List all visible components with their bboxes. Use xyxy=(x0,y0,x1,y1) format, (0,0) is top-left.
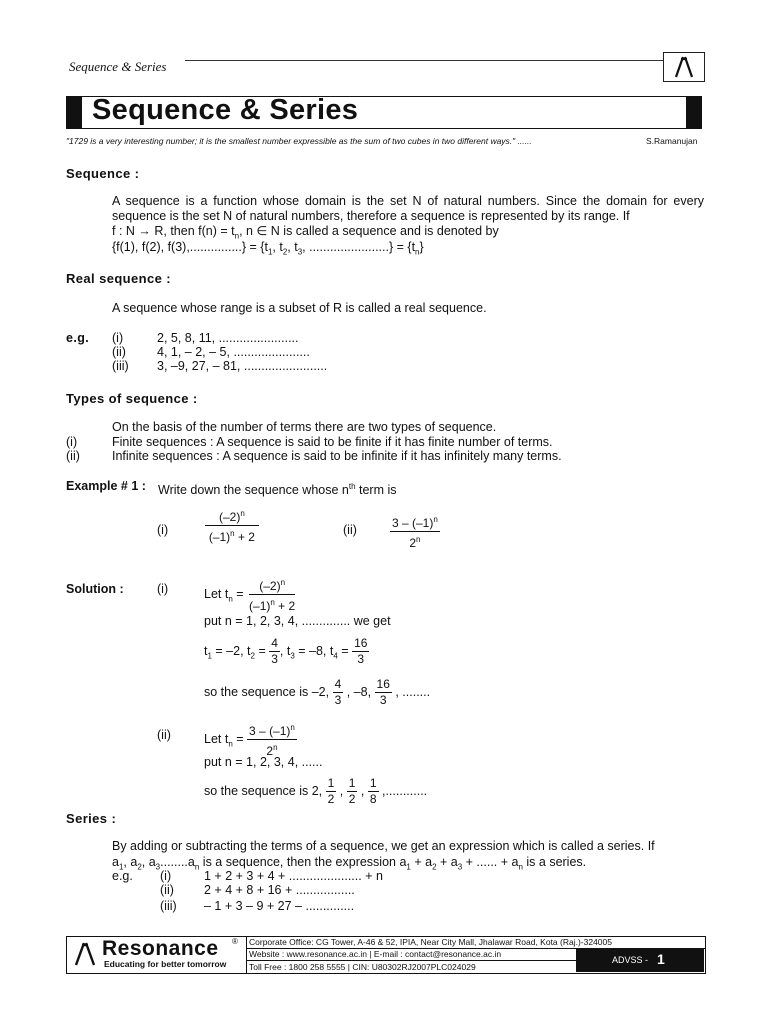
solution-part-i-label: (i) xyxy=(157,582,169,596)
footer-brand: Resonance xyxy=(102,937,219,960)
footer-divider xyxy=(246,960,576,961)
list-item: (ii) xyxy=(66,449,80,463)
series-expression-line: $a_1$, $a_2$, $a_3........a_n$ is a sequence, then the expression $a_1 + a_2 + a_3$ + ...... + $a_n$ is a series. xyxy=(112,855,587,872)
list-item: (i) xyxy=(66,435,78,449)
list-item: 3, –9, 27, – 81, ........................ xyxy=(157,359,328,373)
part-i-label: (i) xyxy=(157,523,169,537)
list-item: Finite sequences : A sequence is said to be finite if it has finite number of terms. xyxy=(112,435,553,449)
real-sequence-heading: Real sequence : xyxy=(66,271,171,286)
running-header: Sequence & Series xyxy=(69,59,167,74)
list-item: 1 + 2 + 3 + 4 + ..................... + n xyxy=(204,869,383,883)
quote: "1729 is a very interesting number; it is the smallest number expressible as the sum of two cubes in two different ways." ...... xyxy=(66,136,532,146)
solution-put-n: put n = 1, 2, 3, 4, .............. we get xyxy=(204,614,391,628)
solution-put-n-ii: put n = 1, 2, 3, 4, ...... xyxy=(204,755,323,769)
solution-let-tn-ii: Let $t_n$ = $\frac{3 - (-1)^n}{2^n}$ xyxy=(204,720,297,759)
footer-page-box xyxy=(576,949,704,972)
list-item: (iii) xyxy=(112,359,129,373)
list-item: Infinite sequences : A sequence is said to be infinite if it has infinitely many terms. xyxy=(112,449,562,463)
footer-tagline: Educating for better tomorrow xyxy=(104,959,227,969)
list-item: – 1 + 3 – 9 + 27 – .............. xyxy=(204,899,355,913)
footer-registered: ® xyxy=(232,937,238,946)
list-item: (iii) xyxy=(160,899,177,913)
list-item: 2 + 4 + 8 + 16 + ................. xyxy=(204,883,355,897)
page-number: 1 xyxy=(657,951,665,967)
example-label: Example # 1 : xyxy=(66,479,146,493)
series-eg-label: e.g. xyxy=(112,869,133,883)
real-sequence-definition: A sequence whose range is a subset of R is called a real sequence. xyxy=(112,301,487,315)
footer-code: ADVSS - xyxy=(612,955,649,965)
solution-sequence-ii: so the sequence is 2, $\frac{1}{2}$ , $\frac{1}{2}$ , $\frac{1}{8}$ ,............ xyxy=(204,776,428,806)
header-rule xyxy=(185,60,663,77)
page-title: Sequence & Series xyxy=(92,94,359,126)
types-heading: Types of sequence : xyxy=(66,391,198,406)
solution-terms: $t_1 = -2$, $t_2$ = $\frac{4}{3}$ , $t_3 = -8$, $t_4$ = $\frac{16}{3}$ xyxy=(204,636,368,666)
eg-label: e.g. xyxy=(66,331,90,345)
expression-i: $\frac{(-2)^n}{(-1)^n + 2}$ xyxy=(205,506,259,545)
title-bar-left xyxy=(66,96,82,129)
series-definition: By adding or subtracting the terms of a sequence, we get an expression which is called a series. If xyxy=(112,839,655,853)
sequence-set-line: {f(1), f(2), $f(3),...............\} = \{t_1$, $t_2$, $t_3$, .......................} = $\{t_n\}$ xyxy=(112,240,424,257)
solution-label: Solution : xyxy=(66,582,124,596)
list-item: (i) xyxy=(112,331,124,345)
expression-ii: $\frac{3 - (-1)^n}{2^n}$ xyxy=(390,512,440,551)
part-ii-label: (ii) xyxy=(343,523,357,537)
series-heading: Series : xyxy=(66,811,117,826)
resonance-logo-icon xyxy=(663,52,705,82)
solution-let-tn: Let $t_n$ = $\frac{(-2)^n}{(-1)^n + 2}$ xyxy=(204,575,297,614)
footer-website: Website : www.resonance.ac.in | E-mail : contact@resonance.ac.in xyxy=(249,949,502,959)
solution-part-ii-label: (ii) xyxy=(157,728,171,742)
list-item: 4, 1, – 2, – 5, ...................... xyxy=(157,345,310,359)
types-intro: On the basis of the number of terms there are two types of sequence. xyxy=(112,420,497,434)
example-question: Write down the sequence whose $n^{th}$ term is xyxy=(158,482,397,498)
title-bar-right xyxy=(686,96,702,129)
sequence-notation-line: f : N → R, then $f(n) = t_n$, n ∈ N is called a sequence and is denoted by xyxy=(112,224,499,241)
footer-corporate: Corporate Office: CG Tower, A-46 & 52, IPIA, Near City Mall, Jhalawar Road, Kota (Raj.)-324005 xyxy=(249,937,612,947)
list-item: (ii) xyxy=(112,345,126,359)
footer-logo-icon xyxy=(72,940,98,971)
solution-sequence-i: so the sequence is –2, $\frac{4}{3}$ , –8, $\frac{16}{3}$ , ........ xyxy=(204,677,431,707)
footer-divider xyxy=(246,936,247,974)
sequence-definition: A sequence is a function whose domain is the set N of natural numbers. Since the domain for every sequence is the set N of natural numbers, therefore a sequence is represented by its range. If xyxy=(112,194,704,223)
quote-author: S.Ramanujan xyxy=(646,136,698,146)
list-item: (ii) xyxy=(160,883,174,897)
sequence-heading: Sequence : xyxy=(66,166,140,181)
list-item: 2, 5, 8, 11, ....................... xyxy=(157,331,299,345)
footer-tollfree: Toll Free : 1800 258 5555 | CIN: U80302RJ2007PLC024029 xyxy=(249,962,476,972)
list-item: (i) xyxy=(160,869,172,883)
